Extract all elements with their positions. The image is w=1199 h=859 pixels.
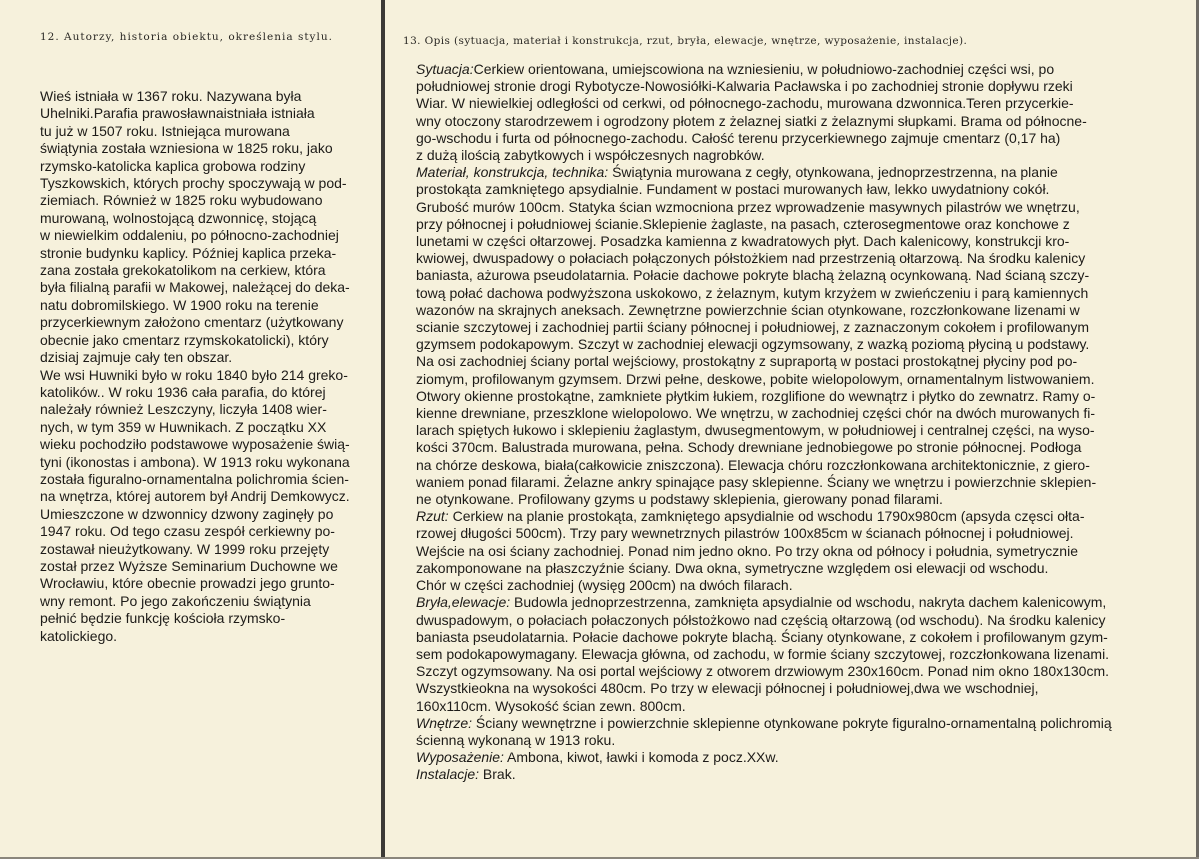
description-line <box>416 594 1196 611</box>
description-line <box>416 560 1196 577</box>
section-label: Instalacje: <box>416 766 480 783</box>
history-line: tu już w 1507 roku. Istniejąca murowana <box>40 122 290 139</box>
history-line: został przez Wyższe Seminarium Duchowne we <box>40 557 338 574</box>
description-text-run: Cerkiew na planie prostokąta, zamkniętego apsydialnie od wschodu 1790x980cm (apsyda częsci ołta- <box>448 508 1085 525</box>
description-line <box>416 61 1196 78</box>
description-text-run: 160x110cm. Wysokość ścian zewn. 800cm. <box>416 697 686 714</box>
description-text-run: sem podokapowymagany. Elewacja główna, od zachodu, w formie ściany szczytowej, rozczłonkowana lizenami. <box>416 645 1110 662</box>
description-text-run: ne otynkowane. Profilowany gzyms u podstawy sklepienia, gierowany ponad filarami. <box>416 491 943 508</box>
description-line <box>416 732 1196 749</box>
history-line: rzymsko-katolicka kaplica grobowa rodziny <box>40 157 306 174</box>
description-line <box>416 508 1196 525</box>
description-line <box>416 181 1196 198</box>
description-text-run: tową połać dachowa podwyższona uskokowo, z żelaznym, kutym krzyżem w zwieńczeniu i parą kamiennych <box>416 284 1089 301</box>
description-text-run: Ściany wewnętrzne i powierzchnie sklepienne otynkowane pokryte figuralno-ornamentalną polichromią <box>472 714 1112 731</box>
description-line <box>416 749 1196 766</box>
description-line <box>416 319 1196 336</box>
description-line <box>416 336 1196 353</box>
description-text-run: rzowej długości 500cm). Trzy pary wewnetrznych pilastrów 100x85cm w ścianach północnej i południowej. <box>416 525 1074 542</box>
history-text <box>40 88 382 645</box>
history-line: została figuralno-ornamentalna polichromia ścien- <box>40 470 349 487</box>
description-text-run: południowej stronie drogi Rybotycze-Nowosiółki-Kalwaria Pacławska i po zachodniej stronie dopływu rzeki <box>416 78 1073 95</box>
section-12-header: 12. Autorzy, historia obiektu, określenia stylu. <box>40 31 333 43</box>
description-text-run: kwiowej, dwuspadowy o połaciach połączonych półstożkiem nad przestrzenią ołtarzową. Na środku kalenicy <box>416 250 1086 267</box>
description-text-run: Wiar. W niewielkiej odległości od cerkwi, od północnego-zachodu, murowana dzwonnica.Teren przycerkie- <box>416 95 1074 112</box>
description-text-run: przy północnej i południowej ścianie.Sklepienie żaglaste, na pasach, czterosegmentowe oraz konchowe z <box>416 215 1070 232</box>
description-text-run: Ambona, kiwot, ławki i komoda z pocz.XXw. <box>503 749 779 766</box>
description-text-run: Grubość murów 100cm. Statyka ścian wzmocniona przez wprowadzenie masywnych pilastrów we wnętrzu, <box>416 198 1080 215</box>
description-text-run: Świątynia murowana z cegły, otynkowana, jednoprzestrzenna, na planie <box>608 164 1058 181</box>
description-line <box>416 474 1196 491</box>
description-line <box>416 491 1196 508</box>
history-line: wny remont. Po jego zakończeniu świątynia <box>40 592 311 609</box>
history-line: Wrocławiu, które obecnie prowadzi jego grunto- <box>40 575 335 592</box>
description-text-run: dwuspadowym, o połaciach połaczonych półstożkowo nad częścią ołtarzową (od wschodu). Na środku kalenicy <box>416 611 1106 628</box>
history-line: stronie budynku kaplicy. Później kaplica przeka- <box>40 244 337 261</box>
description-line <box>416 78 1196 95</box>
description-line <box>416 216 1196 233</box>
description-line <box>416 164 1196 181</box>
description-line <box>416 250 1196 267</box>
description-line <box>416 147 1196 164</box>
history-line: ziemiach. Również w 1825 roku wybudowano <box>40 192 323 209</box>
history-line: zostawał nieużytkowany. W 1999 roku przejęty <box>40 540 330 557</box>
description-line <box>416 680 1196 697</box>
history-line: obecnie jako cmentarz rzymskokatolicki), który <box>40 331 329 348</box>
description-line <box>416 698 1196 715</box>
description-text-run: Cerkiew orientowana, umiejscowiona na wzniesieniu, w południowo-zachodniej części wsi, po <box>473 61 1055 77</box>
history-line: wieku pochodziło podstawowe wyposażenie świą- <box>40 436 350 453</box>
section-label: Materiał, konstrukcja, technika: <box>416 164 609 181</box>
description-line <box>416 422 1196 439</box>
history-line: 1947 roku. Od tego czasu zespół cerkiewny po- <box>40 523 335 540</box>
description-line <box>416 439 1196 456</box>
description-text-run: larach spiętych łukowo i sklepieniu żaglastym, dwusegmentowym, w południowej i centralnej części, na wyso- <box>416 422 1095 439</box>
history-line: w niewielkim oddaleniu, po północno-zachodniej <box>40 227 339 244</box>
description-text-run: kienne drewniane, przeszklone wielopolowo. We wnętrzu, w zachodniej części chór na dwóch murowanych fi- <box>416 405 1096 422</box>
description-line <box>416 113 1196 130</box>
description-line <box>416 130 1196 147</box>
history-line: katolickiego. <box>40 627 118 644</box>
description-line <box>416 577 1196 594</box>
description-text-run: scianie szczytowej i zachodniej partii ściany północnej i południowej, z zaznaczonym cokołem i profilowanym <box>416 319 1090 336</box>
description-text-run: z dużą ilością zabytkowych i współczesnych nagrobków. <box>416 147 765 164</box>
description-text-run: kości 370cm. Balustrada murowana, pełna. Schody drewniane jednobiegowe po stronie północnej. Podłoga <box>416 439 1082 456</box>
history-line: pełnić będzie funkcję kościoła rzymsko- <box>40 610 286 627</box>
section-13-header: 13. Opis (sytuacja, materiał i konstrukcja, rzut, bryła, elewacje, wnętrze, wyposażenie, instalacje). <box>403 35 968 47</box>
section-label: Sytuacja: <box>416 61 474 77</box>
description-line <box>416 646 1196 663</box>
description-text-run: zakomponowane na płaszczyźnie ściany. Dwa okna, symetryczne względem osi elewacji od wschodu. <box>416 559 1049 576</box>
history-line: przycerkiewnym założono cmentarz (użytkowany <box>40 314 344 331</box>
section-label: Wyposażenie: <box>416 749 504 766</box>
description-line <box>416 663 1196 680</box>
description-line <box>416 285 1196 302</box>
description-text-run: waniem ponad filarami. Żelazne ankry spinające pasy sklepienne. Ściany we wnętrzu i powierzchnie sklepien- <box>416 473 1097 490</box>
description-line <box>416 199 1196 216</box>
history-line: była filialną parafii w Makowej, należącej do deka- <box>40 279 350 296</box>
history-line: świątynia została wzniesiona w 1825 roku, jako <box>40 140 333 157</box>
description-text-run: Wejście na osi ściany zachodniej. Ponad nim jedno okno. Po trzy okna od północy i południa, symetrycznie <box>416 542 1078 559</box>
description-text <box>416 61 1196 784</box>
description-text-run: Otwory okienne prostokątne, zamkniete płytkim łukiem, rozglifione do wewnątrz i płytko do zewnatrz. Ramy o- <box>416 387 1096 404</box>
description-text-run: Chór w części zachodniej (wysięg 200cm) na dwóch filarach. <box>416 577 793 594</box>
description-line <box>416 371 1196 388</box>
description-text-run: gzymsem podokapowym. Szczyt w zachodniej elewacji ogzymsowany, z wazką poziomą płyciną u podstawy. <box>416 336 1090 353</box>
history-line: Uhelniki.Parafia prawosławnaistniała istniała <box>40 105 315 122</box>
description-text-run: Brak. <box>479 766 516 783</box>
history-line: na wnętrza, której autorem był Andrij Demkowycz. <box>40 488 350 505</box>
description-line <box>416 405 1196 422</box>
history-line: zana została grekokatolikom na cerkiew, która <box>40 262 326 279</box>
description-text-run: Szczyt ogzymsowany. Na osi portal wejściowy z otworem drzwiowym 230x160cm. Ponad nim okno 180x130cm. <box>416 663 1110 680</box>
description-text-run: lunetami w części ołtarzowej. Posadzka kamienna z kwadratowych płyt. Dach kalenicowy, konstrukcji kro- <box>416 233 1070 250</box>
history-line: Umieszczone w dzwonnicy dzwony zaginęły po <box>40 505 334 522</box>
history-line: natu dobromilskiego. W 1900 roku na terenie <box>40 296 319 313</box>
history-line: nych, w tym 359 w Huwnikach. Z początku XX <box>40 418 327 435</box>
description-text-run: Budowla jednoprzestrzenna, zamknięta apsydialnie od wschodu, nakryta dachem kalenicowym, <box>510 594 1107 611</box>
history-line: tyni (ikonostas i ambona). W 1913 roku wykonana <box>40 453 350 470</box>
description-text-run: Wszystkieokna na wysokości 480cm. Po trzy w elewacji północnej i południowej,dwa we wschodniej, <box>416 680 1039 697</box>
history-line: We wsi Huwniki było w roku 1840 było 214 greko- <box>40 366 348 383</box>
description-line <box>416 457 1196 474</box>
description-line <box>416 543 1196 560</box>
description-line <box>416 302 1196 319</box>
description-line <box>416 233 1196 250</box>
description-line <box>416 525 1196 542</box>
description-line <box>416 612 1196 629</box>
history-line: dzisiaj zajmuje cały ten obszar. <box>40 349 233 366</box>
description-line <box>416 629 1196 646</box>
history-line: katolików.. W roku 1936 cała parafia, do której <box>40 383 326 400</box>
description-line <box>416 267 1196 284</box>
description-line <box>416 388 1196 405</box>
description-text-run: wazonów na skrajnych aneksach. Zewnętrzne powierzchnie ścian otynkowane, rozczłonkowane lizenami w <box>416 301 1080 318</box>
description-line <box>416 95 1196 112</box>
history-line: murowaną, wolnostojącą dzwonnicę, stojącą <box>40 209 317 226</box>
section-label: Rzut: <box>416 508 449 525</box>
description-text-run: Na osi zachodniej ściany portal wejściowy, prostokątny z supraportą w postaci prostokątnej płyciny pod po- <box>416 353 1078 370</box>
history-line: Tyszkowskich, których prochy spoczywają w pod- <box>40 175 347 192</box>
description-line <box>416 766 1196 783</box>
section-label: Wnętrze: <box>416 714 473 731</box>
description-text-run: prostokąta zamkniętego apsydialnie. Fundament w postaci murowanych ław, lekko uwydatniony cokół. <box>416 181 1050 198</box>
description-text-run: wny otoczony starodrzewem i ogrodzony płotem z żelaznej siatki z żelaznymi słupkami. Brama od północne- <box>416 112 1087 129</box>
description-text-run: baniasta pseudolatarnia. Połacie dachowe pokryte blachą. Ściany otynkowane, z cokołem i profilowanym gzym- <box>416 628 1108 645</box>
description-text-run: ścienną wykonaną w 1913 roku. <box>416 731 616 748</box>
description-text-run: na chórze deskowa, biała(całkowicie zniszczona). Elewacja chóru rozczłonkowana architektonicznie, z giero- <box>416 456 1090 473</box>
description-text-run: baniasta, ażurowa pseudolatarnia. Połacie dachowe pokryte blachą żelazną ocynkowaną. Nad ścianą szczy- <box>416 267 1090 284</box>
description-text-run: go-wschodu i furta od północnego-zachodu. Całość terenu przycerkiewnego zajmuje cmentarz (0,17 ha) <box>416 129 1061 146</box>
history-line: Wieś istniała w 1367 roku. Nazywana była <box>40 88 302 104</box>
description-line <box>416 353 1196 370</box>
description-line <box>416 715 1196 732</box>
history-line: należały również Leszczyny, liczyła 1408 wier- <box>40 401 327 418</box>
section-label: Bryła,elewacje: <box>416 594 511 611</box>
description-text-run: ziomym, profilowanym gzymsem. Drzwi pełne, deskowe, pobite wielopolowym, ornamentalnym listwowaniem. <box>416 370 1095 387</box>
